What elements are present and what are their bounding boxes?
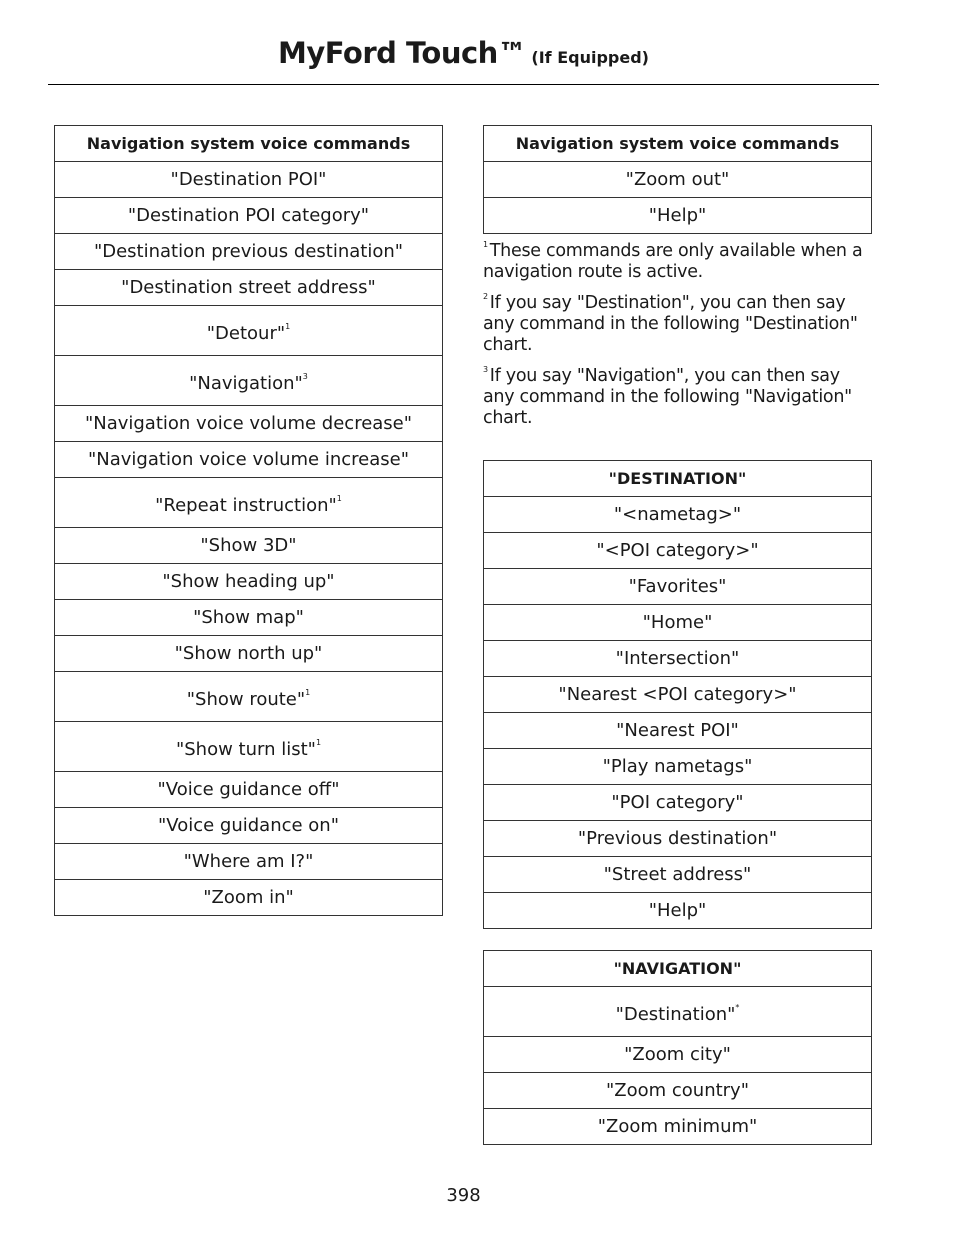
footnote-text: If you say "Destination", you can then say any command in the following "Destination" chart. bbox=[483, 293, 858, 355]
destination-commands-table bbox=[483, 460, 872, 929]
table-header: Navigation system voice commands bbox=[55, 126, 443, 162]
command-cell bbox=[484, 533, 872, 569]
table-row bbox=[484, 713, 872, 749]
nav-voice-commands-table-continued bbox=[483, 125, 872, 234]
table-row bbox=[484, 821, 872, 857]
command-text: "POI category" bbox=[611, 792, 744, 813]
command-text: "Zoom minimum" bbox=[597, 1116, 758, 1137]
table-row bbox=[55, 672, 443, 722]
footnotes bbox=[483, 241, 875, 439]
command-text: "Show 3D" bbox=[200, 535, 297, 556]
footnote-marker: 1 bbox=[315, 738, 322, 747]
command-text: "Help" bbox=[648, 900, 707, 921]
footnote-mark: 2 bbox=[483, 292, 488, 301]
table-row bbox=[55, 564, 443, 600]
command-cell bbox=[484, 677, 872, 713]
footnote-mark: 1 bbox=[483, 240, 488, 249]
command-cell bbox=[484, 1073, 872, 1109]
table-header: "DESTINATION" bbox=[484, 461, 872, 497]
table-row bbox=[55, 772, 443, 808]
table-row bbox=[55, 442, 443, 478]
table-row bbox=[55, 406, 443, 442]
command-text: "Show turn list" bbox=[175, 739, 316, 760]
command-cell bbox=[55, 478, 443, 528]
table-row bbox=[55, 808, 443, 844]
command-text: "Destination street address" bbox=[121, 277, 376, 298]
command-cell bbox=[484, 987, 872, 1037]
table-row bbox=[484, 162, 872, 198]
command-cell bbox=[55, 356, 443, 406]
command-cell bbox=[55, 162, 443, 198]
command-text: "Destination" bbox=[615, 1004, 736, 1025]
command-text: "Nearest <POI category>" bbox=[558, 684, 797, 705]
command-cell bbox=[55, 600, 443, 636]
table-row bbox=[55, 270, 443, 306]
table-row bbox=[55, 880, 443, 916]
command-cell bbox=[55, 270, 443, 306]
command-text: "Destination previous destination" bbox=[93, 241, 404, 262]
footnote-text: If you say "Navigation", you can then say any command in the following "Navigation" chart. bbox=[483, 366, 852, 428]
table-header: "NAVIGATION" bbox=[484, 951, 872, 987]
command-text: "Help" bbox=[648, 205, 707, 226]
table-row bbox=[484, 641, 872, 677]
footnote-marker: 1 bbox=[336, 494, 342, 503]
command-cell bbox=[55, 772, 443, 808]
command-text: "Zoom out" bbox=[625, 169, 730, 190]
command-cell bbox=[484, 893, 872, 929]
command-text: "Where am I?" bbox=[183, 851, 314, 872]
table-row bbox=[484, 893, 872, 929]
command-cell bbox=[55, 844, 443, 880]
command-cell bbox=[484, 605, 872, 641]
table-row bbox=[55, 306, 443, 356]
command-cell bbox=[55, 808, 443, 844]
table-row bbox=[484, 1109, 872, 1145]
command-text: "Voice guidance off" bbox=[157, 779, 340, 800]
command-cell bbox=[484, 162, 872, 198]
command-cell bbox=[484, 785, 872, 821]
command-cell bbox=[484, 857, 872, 893]
footnote-marker: 1 bbox=[305, 688, 311, 697]
command-text: "<POI category>" bbox=[596, 540, 759, 561]
table-row bbox=[55, 722, 443, 772]
page-subtitle: (If Equipped) bbox=[531, 48, 649, 67]
footnote-mark: 3 bbox=[483, 365, 488, 374]
command-text: "Voice guidance on" bbox=[158, 815, 339, 836]
command-text: "Zoom city" bbox=[624, 1044, 731, 1065]
command-cell bbox=[484, 749, 872, 785]
command-text: "Repeat instruction" bbox=[155, 495, 337, 516]
table-row bbox=[484, 497, 872, 533]
table-row bbox=[55, 234, 443, 270]
command-cell bbox=[55, 406, 443, 442]
command-text: "Destination POI" bbox=[170, 169, 327, 190]
table-row bbox=[55, 478, 443, 528]
command-text: "Nearest POI" bbox=[616, 720, 739, 741]
table-row bbox=[484, 569, 872, 605]
table-row bbox=[484, 1073, 872, 1109]
command-cell bbox=[55, 234, 443, 270]
navigation-commands-table bbox=[483, 950, 872, 1145]
command-text: "Show north up" bbox=[174, 643, 323, 664]
command-cell bbox=[484, 713, 872, 749]
table-row bbox=[55, 162, 443, 198]
command-cell bbox=[484, 497, 872, 533]
footnote bbox=[483, 241, 875, 283]
command-text: "Zoom in" bbox=[203, 887, 294, 908]
footnote-marker: * bbox=[735, 1003, 740, 1012]
table-row bbox=[484, 605, 872, 641]
command-cell bbox=[484, 641, 872, 677]
footnote bbox=[483, 366, 875, 429]
footnote-marker: 1 bbox=[285, 322, 291, 331]
command-text: "Destination POI category" bbox=[127, 205, 370, 226]
command-text: "Navigation voice volume decrease" bbox=[84, 413, 413, 434]
command-cell bbox=[484, 1109, 872, 1145]
command-cell bbox=[55, 198, 443, 234]
command-text: "Previous destination" bbox=[577, 828, 778, 849]
command-cell bbox=[55, 442, 443, 478]
command-cell bbox=[55, 636, 443, 672]
footnote bbox=[483, 293, 875, 356]
table-row bbox=[484, 677, 872, 713]
command-cell bbox=[484, 821, 872, 857]
command-cell bbox=[55, 306, 443, 356]
table-row bbox=[484, 785, 872, 821]
command-cell bbox=[484, 569, 872, 605]
command-cell bbox=[484, 1037, 872, 1073]
table-row bbox=[55, 198, 443, 234]
table-row bbox=[484, 1037, 872, 1073]
command-text: "Street address" bbox=[603, 864, 752, 885]
command-text: "Show route" bbox=[186, 689, 306, 710]
nav-voice-commands-table bbox=[54, 125, 443, 916]
table-row bbox=[484, 987, 872, 1037]
command-text: "Zoom country" bbox=[605, 1080, 749, 1101]
table-row bbox=[55, 636, 443, 672]
table-row bbox=[484, 857, 872, 893]
table-header: Navigation system voice commands bbox=[484, 126, 872, 162]
command-cell bbox=[55, 880, 443, 916]
command-text: "<nametag>" bbox=[613, 504, 742, 525]
command-text: "Show map" bbox=[193, 607, 304, 628]
table-row bbox=[484, 533, 872, 569]
table-row bbox=[484, 198, 872, 234]
table-row bbox=[55, 528, 443, 564]
table-row bbox=[55, 600, 443, 636]
command-text: "Play nametags" bbox=[602, 756, 753, 777]
command-text: "Navigation voice volume increase" bbox=[88, 449, 409, 470]
command-cell bbox=[55, 564, 443, 600]
command-text: "Home" bbox=[642, 612, 713, 633]
command-text: "Show heading up" bbox=[162, 571, 335, 592]
command-text: "Favorites" bbox=[628, 576, 727, 597]
footnote-marker: 3 bbox=[302, 372, 308, 381]
command-text: "Detour" bbox=[206, 323, 286, 344]
command-text: "Navigation" bbox=[189, 373, 303, 394]
page-number: 398 bbox=[446, 1185, 481, 1206]
page-title: MyFord Touch™ bbox=[278, 36, 527, 70]
command-cell bbox=[484, 198, 872, 234]
command-text: "Intersection" bbox=[615, 648, 740, 669]
table-row bbox=[55, 844, 443, 880]
table-row bbox=[484, 749, 872, 785]
table-row bbox=[55, 356, 443, 406]
command-cell bbox=[55, 528, 443, 564]
command-cell bbox=[55, 722, 443, 772]
footnote-text: These commands are only available when a navigation route is active. bbox=[483, 241, 863, 282]
page-header bbox=[48, 30, 879, 85]
command-cell bbox=[55, 672, 443, 722]
